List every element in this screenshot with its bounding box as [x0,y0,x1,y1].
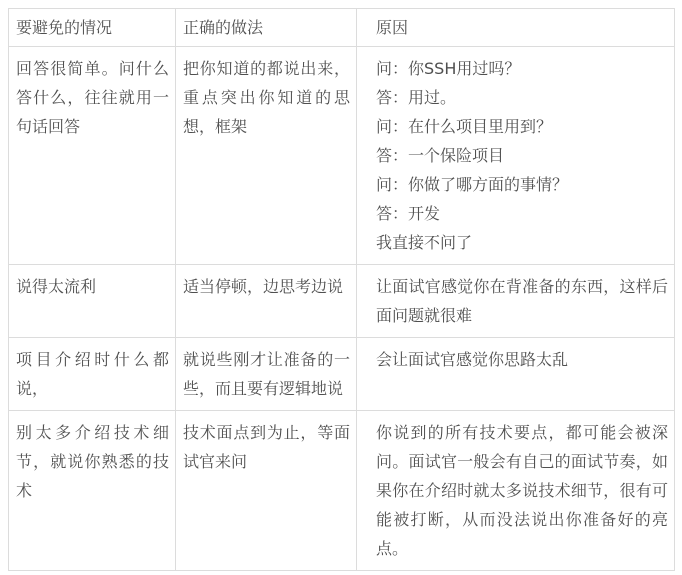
table-body [9,47,675,571]
reason-cell [357,265,675,338]
avoid-cell: 别太多介绍技术细节，就说你熟悉的技术 [9,411,176,571]
avoid-cell: 说得太流利 [9,265,176,338]
header-row [9,9,675,47]
reason-line: 答：一个保险项目 [376,146,505,165]
reason-line: 问：你做了哪方面的事情？ [376,175,569,194]
reason-cell [357,338,675,411]
reason-cell [357,47,675,265]
correct-cell: 适当停顿，边思考边说 [176,265,357,338]
interview-advice-table [8,8,675,571]
table-row [9,265,675,338]
table-row [9,47,675,265]
reason-line: 会让面试官感觉你思路太乱 [376,350,569,369]
avoid-cell: 项目介绍时什么都说， [9,338,176,411]
header-correct: 正确的做法 [176,9,357,47]
reason-line: 问：在什么项目里用到？ [376,117,553,136]
avoid-cell: 回答很简单。问什么答什么，往往就用一句话回答 [9,47,176,265]
reason-line: 答：开发 [376,204,441,223]
table-row [9,338,675,411]
reason-line: 问：你SSH用过吗？ [376,59,521,78]
header-reason: 原因 [357,9,675,47]
reason-line: 让面试官感觉你在背准备的东西，这样后面问题就很难 [376,277,668,325]
correct-cell: 把你知道的都说出来，重点突出你知道的思想，框架 [176,47,357,265]
reason-line: 你说到的所有技术要点，都可能会被深问。面试官一般会有自己的面试节奏，如果你在介绍时就太多说技术细节，很有可能被打断，从而没法说出你准备好的亮点。 [376,423,668,558]
header-avoid: 要避免的情况 [9,9,176,47]
table-header [9,9,675,47]
reason-line: 答：用过。 [376,88,457,107]
correct-cell: 就说些刚才让准备的一些，而且要有逻辑地说 [176,338,357,411]
correct-cell: 技术面点到为止，等面试官来问 [176,411,357,571]
table-row [9,411,675,571]
reason-line: 我直接不问了 [376,233,473,252]
reason-cell [357,411,675,571]
